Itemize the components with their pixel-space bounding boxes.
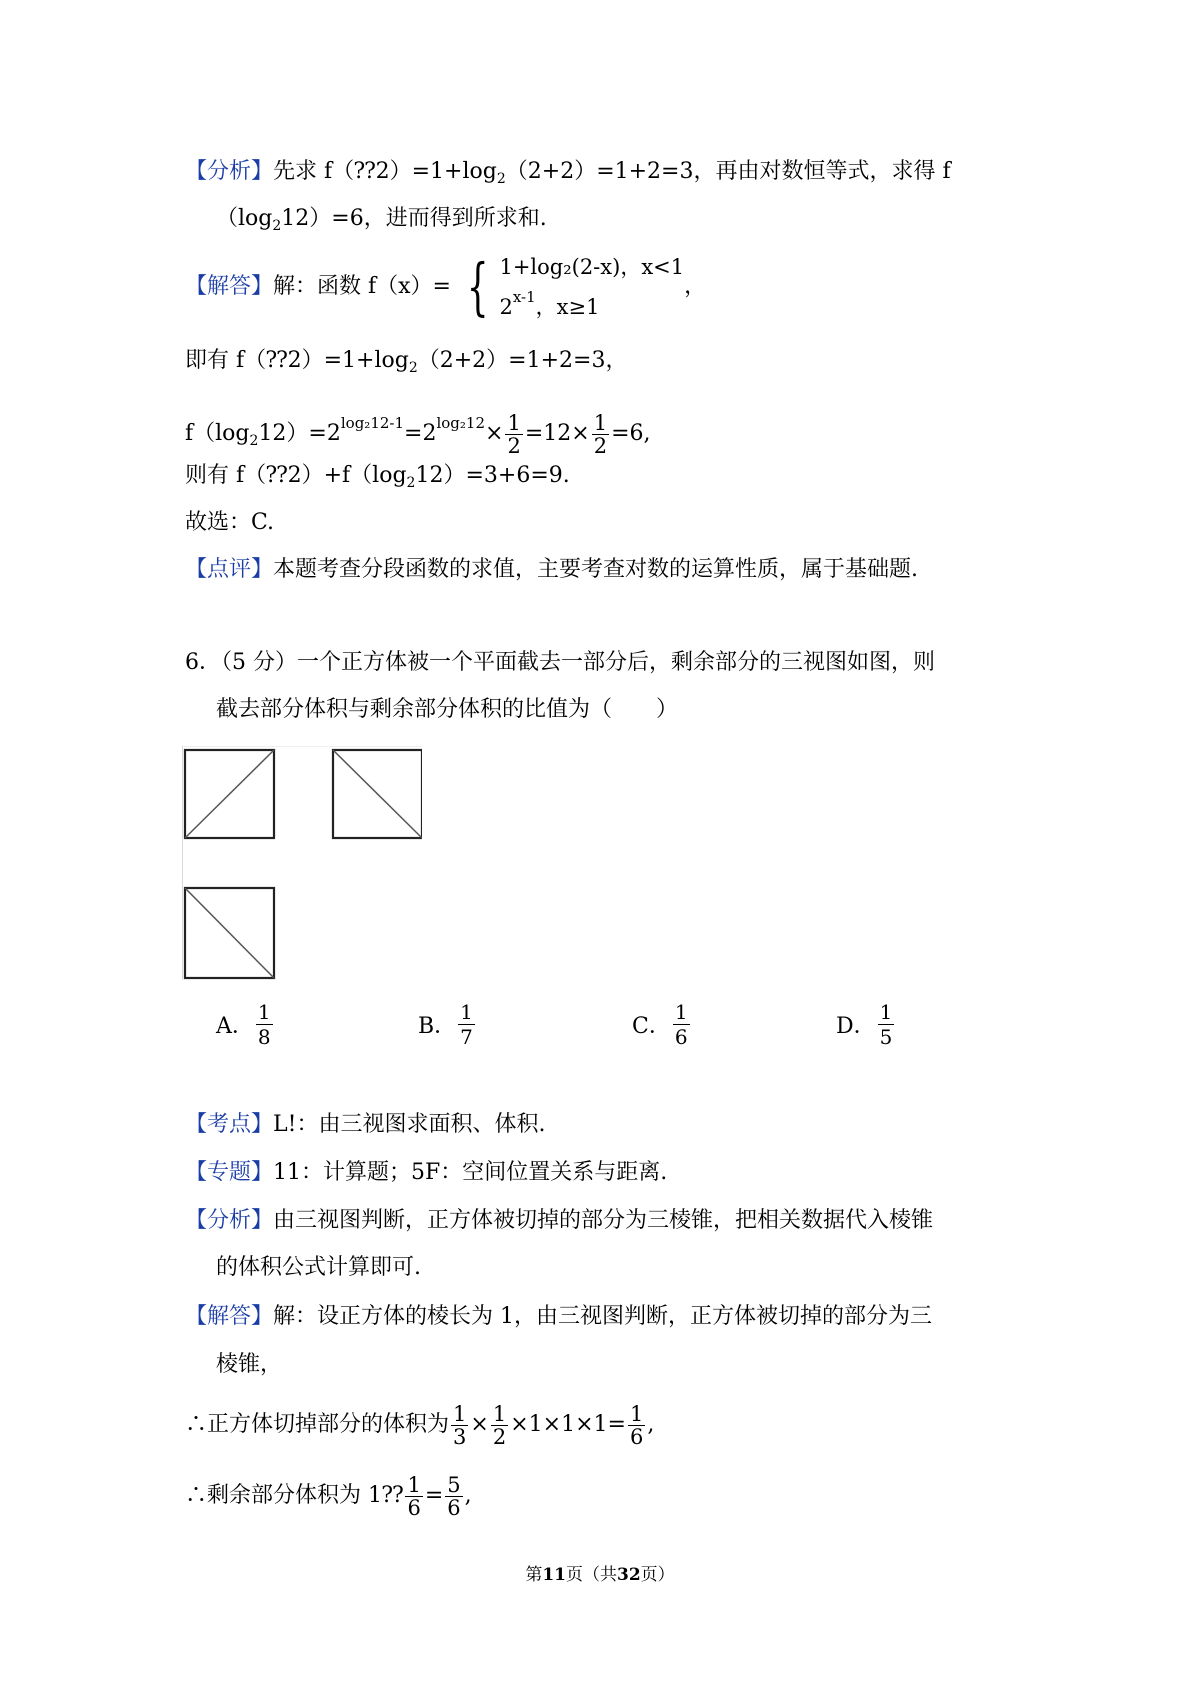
comment-line bbox=[185, 555, 918, 585]
question-6-line-2: 截去部分体积与剩余部分体积的比值为（ ） bbox=[216, 697, 679, 722]
option-b[interactable]: B． $\frac{1}{7}$ bbox=[418, 1000, 473, 1049]
solution-line-b: $f(\log_212)=2^{log_212-1}=2^{log_212}\times$ $\frac{1}{2}$ =12× $\frac{1}{2}$ =6, bbox=[185, 410, 651, 458]
analysis2-tag: 【分析】 bbox=[185, 1208, 274, 1233]
solution-choice: 故选：C. bbox=[185, 510, 275, 535]
solution2-line-3: ∴正方体切掉部分的体积为 $\frac{1}{3}$ × $\frac{1}{2}$ ×1×1×1= $\frac{1}{6}$ , bbox=[185, 1401, 655, 1449]
punct: ， bbox=[684, 274, 707, 299]
solution-line-function bbox=[185, 252, 706, 322]
log-subscript: 2 bbox=[496, 171, 506, 187]
page-number: 11 bbox=[542, 1565, 566, 1585]
analysis-text-rest: （2+2）=1+2=3，再由对数恒等式，求得 f bbox=[505, 159, 951, 184]
analysis2-line-2: 的体积公式计算即可. bbox=[216, 1255, 421, 1280]
analysis-line-1 bbox=[185, 157, 951, 194]
solution-line-a: 即有 $f(⁇2)=1+\log_2(2+2)=1+2=3$， bbox=[185, 348, 628, 376]
analysis-text: 先求 f（⁇2）=1+log bbox=[273, 159, 497, 184]
left-brace-icon: { bbox=[466, 250, 489, 323]
solution2-line-4: ∴剩余部分体积为 1⁇ $\frac{1}{6}$ = $\frac{5}{6}$ , bbox=[185, 1472, 472, 1520]
analysis-text-rest: 12）=6，进而得到所求和. bbox=[281, 206, 547, 231]
case-1: 1+log₂(2-x)，x<1 bbox=[499, 255, 685, 279]
fraction: $\frac{1}{2}$ bbox=[507, 410, 521, 458]
page-footer: 第11页（共32页） bbox=[525, 1565, 675, 1585]
solution-tag: 【解答】 bbox=[185, 274, 274, 299]
solution2-line-1: 【解答】解：设正方体的棱长为 1，由三视图判断，正方体被切掉的部分为三 bbox=[185, 1304, 933, 1329]
kaodian-tag: 【考点】 bbox=[185, 1112, 274, 1137]
solution2-tag: 【解答】 bbox=[185, 1304, 274, 1329]
option-c[interactable]: C． $\frac{1}{6}$ bbox=[632, 1000, 688, 1049]
comment-tag: 【点评】 bbox=[185, 557, 274, 582]
solution-line-c: 则有 $f(⁇2)+f(\log_212)=3+6=9$. bbox=[185, 463, 570, 491]
analysis-text: （log bbox=[216, 206, 273, 231]
zhuanti-line: 【专题】11：计算题；5F：空间位置关系与距离. bbox=[185, 1160, 668, 1185]
option-a[interactable]: A． $\frac{1}{8}$ bbox=[216, 1000, 271, 1049]
total-pages: 32 bbox=[617, 1565, 641, 1585]
zhuanti-tag: 【专题】 bbox=[185, 1160, 274, 1185]
question-6-line-1: 6．（5 分）一个正方体被一个平面截去一部分后，剩余部分的三视图如图，则 bbox=[185, 650, 935, 675]
analysis-tag: 【分析】 bbox=[185, 159, 274, 184]
fraction: $\frac{1}{2}$ bbox=[593, 410, 608, 458]
case-2: 2$^{x-1}$，x≥1 bbox=[499, 288, 600, 319]
piecewise-function bbox=[458, 252, 684, 322]
solution2-line-2: 棱锥， bbox=[216, 1352, 283, 1377]
three-view-figure bbox=[182, 746, 422, 980]
kaodian-line: 【考点】L!：由三视图求面积、体积. bbox=[185, 1112, 546, 1137]
log-subscript: 2 bbox=[272, 218, 282, 234]
analysis2-line-1: 【分析】由三视图判断，正方体被切掉的部分为三棱锥，把相关数据代入棱锥 bbox=[185, 1208, 934, 1233]
analysis-line-2 bbox=[216, 204, 547, 241]
option-d[interactable]: D． $\frac{1}{5}$ bbox=[836, 1000, 893, 1049]
solution-lead: 解：函数 f（x）= bbox=[273, 274, 451, 299]
comment-text: 本题考查分段函数的求值，主要考查对数的运算性质，属于基础题. bbox=[273, 557, 919, 582]
